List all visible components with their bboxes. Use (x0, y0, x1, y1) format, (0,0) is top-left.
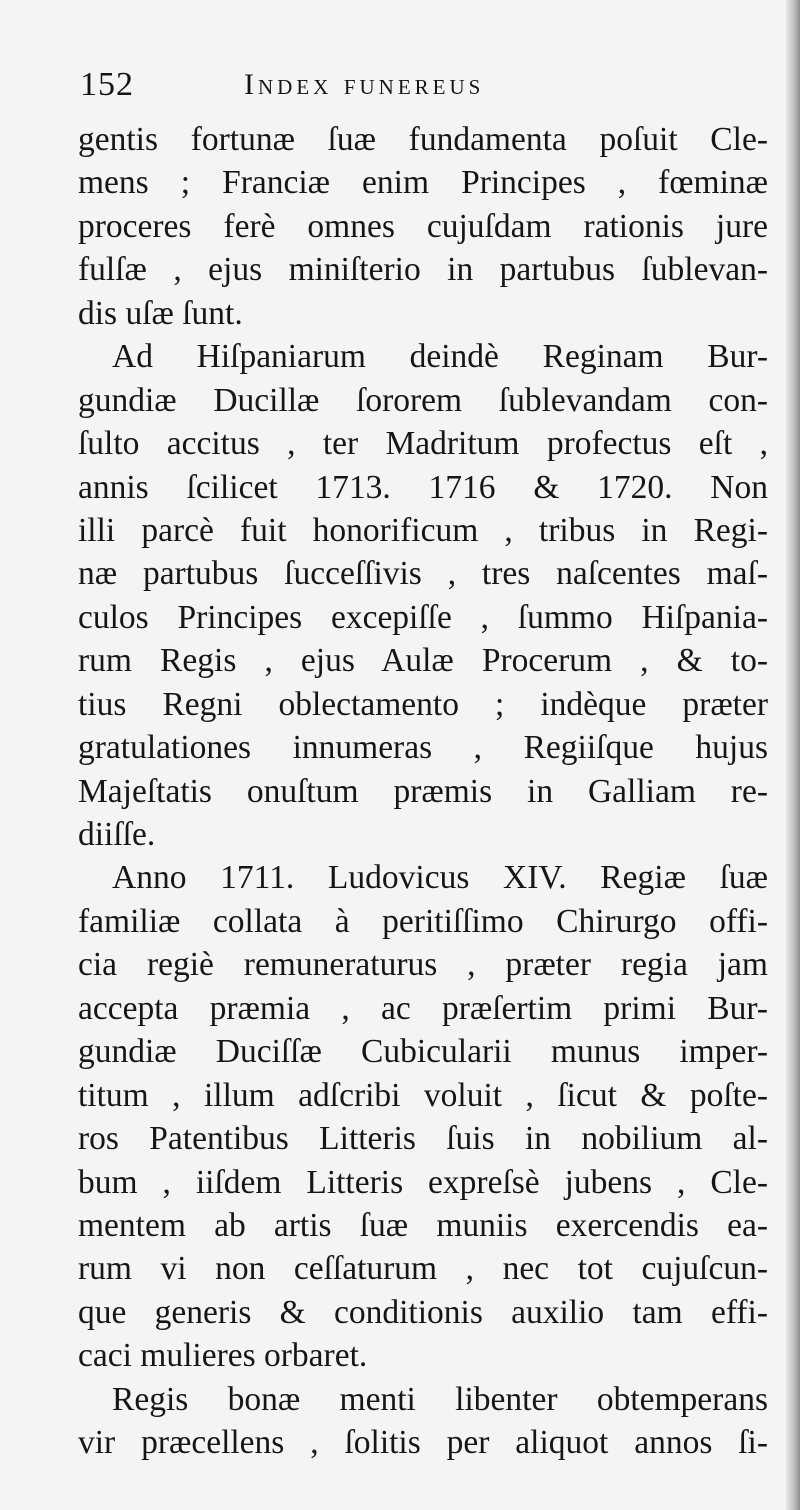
text-line: diiſſe. (78, 816, 156, 853)
text-line: Ad Hiſpaniarum deindè Reginam Bur- (112, 338, 768, 376)
text-line: illi parcè fuit honorificum , tribus in Regi- (78, 511, 768, 549)
text-line: rum vi non ceſſaturum , nec tot cujuſcun- (78, 1250, 768, 1288)
text-line: dis uſæ ſunt. (78, 294, 243, 332)
text-line: gundiæ Duciſſæ Cubicularii munus imper- (78, 1033, 768, 1071)
text-line: ſulto accitus , ter Madritum profectus eſt , (78, 425, 768, 463)
page-edge-shadow (786, 0, 800, 1510)
text-line: cia regiè remuneraturus , præter regia jam (78, 946, 768, 984)
text-line: fulſæ , ejus miniſterio in partubus ſublevan- (78, 251, 768, 289)
running-title: Index funereus (244, 68, 485, 101)
text-line: næ partubus ſucceſſivis , tres naſcentes maſ- (78, 555, 768, 593)
text-line: culos Principes excepiſſe , ſummo Hiſpania- (78, 598, 768, 636)
text-line: proceres ferè omnes cujuſdam rationis jure (78, 207, 768, 245)
text-line: vir præcellens , ſolitis per aliquot annos ſi- (78, 1424, 768, 1462)
text-line: mentem ab artis ſuæ muniis exercendis ea- (78, 1206, 768, 1244)
text-line: Anno 1711. Ludovicus XIV. Regiæ ſuæ (112, 859, 768, 897)
text-line: familiæ collata à peritiſſimo Chirurgo offi- (78, 902, 768, 940)
text-line: gentis fortunæ ſuæ fundamenta poſuit Cle- (78, 121, 768, 158)
text-line: mens ; Franciæ enim Principes , fœminæ (78, 164, 768, 202)
text-line: bum , iiſdem Litteris expreſsè jubens , Cle- (78, 1163, 768, 1201)
text-line: annis ſcilicet 1713. 1716 & 1720. Non (78, 468, 768, 506)
running-header (80, 66, 640, 106)
body-text (78, 118, 768, 1465)
text-line: titum , illum adſcribi voluit , ſicut & poſte- (78, 1076, 768, 1114)
text-line: gratulationes innumeras , Regiiſque hujus (78, 729, 768, 767)
text-line: gundiæ Ducillæ ſororem ſublevandam con- (78, 381, 768, 419)
text-line: rum Regis , ejus Aulæ Procerum , & to- (78, 642, 768, 680)
text-line: ros Patentibus Litteris ſuis in nobilium al- (78, 1120, 768, 1158)
text-line: tius Regni oblectamento ; indèque præter (78, 685, 768, 723)
page-number: 152 (80, 66, 134, 103)
text-line: caci mulieres orbaret. (78, 1337, 368, 1375)
text-line: accepta præmia , ac præſertim primi Bur- (78, 989, 768, 1027)
text-line: que generis & conditionis auxilio tam effi- (78, 1293, 768, 1331)
text-line: Majeſtatis onuſtum præmis in Galliam re- (78, 772, 768, 810)
text-line: Regis bonæ menti libenter obtemperans (112, 1380, 768, 1418)
